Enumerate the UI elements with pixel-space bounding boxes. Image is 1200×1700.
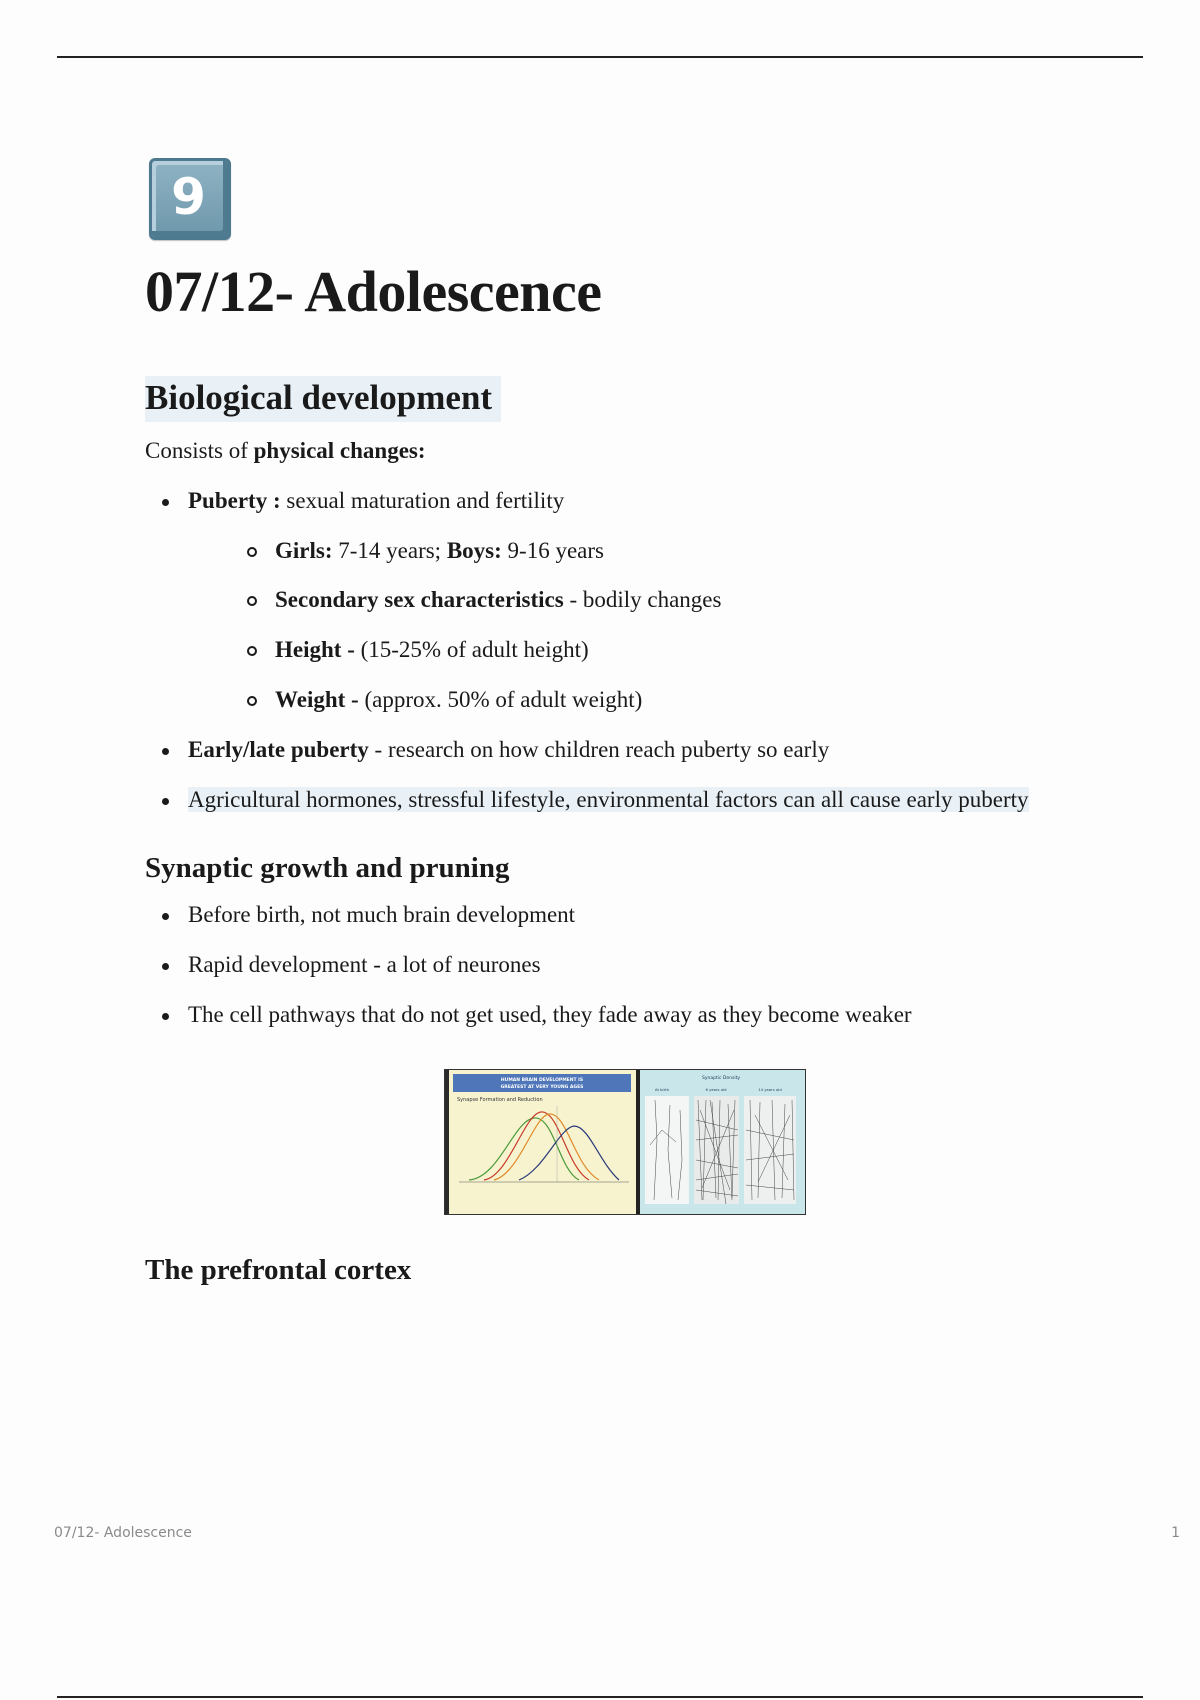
density-label-birth: At birth (654, 1087, 670, 1093)
page-title: 07/12- Adolescence (145, 259, 602, 324)
keycap-9-icon: 9 (149, 158, 231, 240)
page-content (145, 158, 1105, 1288)
synapse-figure-image (444, 1069, 806, 1215)
intro-paragraph: Consists of physical changes: (145, 437, 426, 463)
list-item-secondary-sex: Secondary sex characteristics - bodily changes (188, 585, 1105, 615)
synaptic-density-image (640, 1070, 805, 1214)
list-item: Rapid development - a lot of neurones (145, 950, 1105, 980)
list-item: Before birth, not much brain development (145, 900, 1105, 930)
synapse-formation-chart-svg (449, 1070, 636, 1214)
list-item-puberty: Puberty : sexual maturation and fertility Girls: 7-14 years; Boys: 9-16 years Secondary sex characteristics - bodily changes Height - (15-25% of adult height) Weight - (approx. 50% of adult weight) (145, 486, 1105, 715)
list-item: The cell pathways that do not get used, they fade away as they become weaker (145, 1000, 1105, 1030)
chart-banner-line-1: HUMAN BRAIN DEVELOPMENT IS (500, 1078, 584, 1084)
list-item-weight: Weight - (approx. 50% of adult weight) (188, 685, 1105, 715)
chart-axis-note (457, 1193, 458, 1197)
list-item-early-late-puberty: Early/late puberty - research on how children reach puberty so early (145, 735, 1105, 765)
list-item-height: Height - (15-25% of adult height) (188, 635, 1105, 665)
synaptic-density-svg (640, 1070, 803, 1214)
density-label-14: 14 years old (758, 1087, 782, 1093)
footer-page-number: 1 (1171, 1525, 1180, 1541)
chart-subtitle: Synapse Formation and Reduction (457, 1097, 543, 1104)
chart-banner-line-2: GREATEST AT VERY YOUNG AGES (500, 1085, 584, 1091)
heading-biological-development: Biological development (145, 376, 501, 422)
list-item-girls-boys: Girls: 7-14 years; Boys: 9-16 years (188, 536, 1105, 566)
density-title: Synaptic Density (701, 1076, 741, 1082)
list-item-agricultural: Agricultural hormones, stressful lifestyle, environmental factors can all cause early puberty (145, 785, 1105, 815)
density-label-6: 6 years old (705, 1087, 727, 1093)
bottom-rule (57, 1696, 1143, 1698)
synaptic-list (145, 900, 1105, 1030)
puberty-sublist (188, 536, 1105, 716)
synapse-formation-chart-image (445, 1070, 640, 1214)
heading-synaptic-growth: Synaptic growth and pruning (145, 851, 510, 884)
top-rule (57, 56, 1143, 58)
heading-prefrontal-cortex: The prefrontal cortex (145, 1254, 412, 1287)
footer-title: 07/12- Adolescence (54, 1525, 192, 1541)
figure-wrapper (145, 1069, 1105, 1215)
biological-list (145, 486, 1105, 815)
